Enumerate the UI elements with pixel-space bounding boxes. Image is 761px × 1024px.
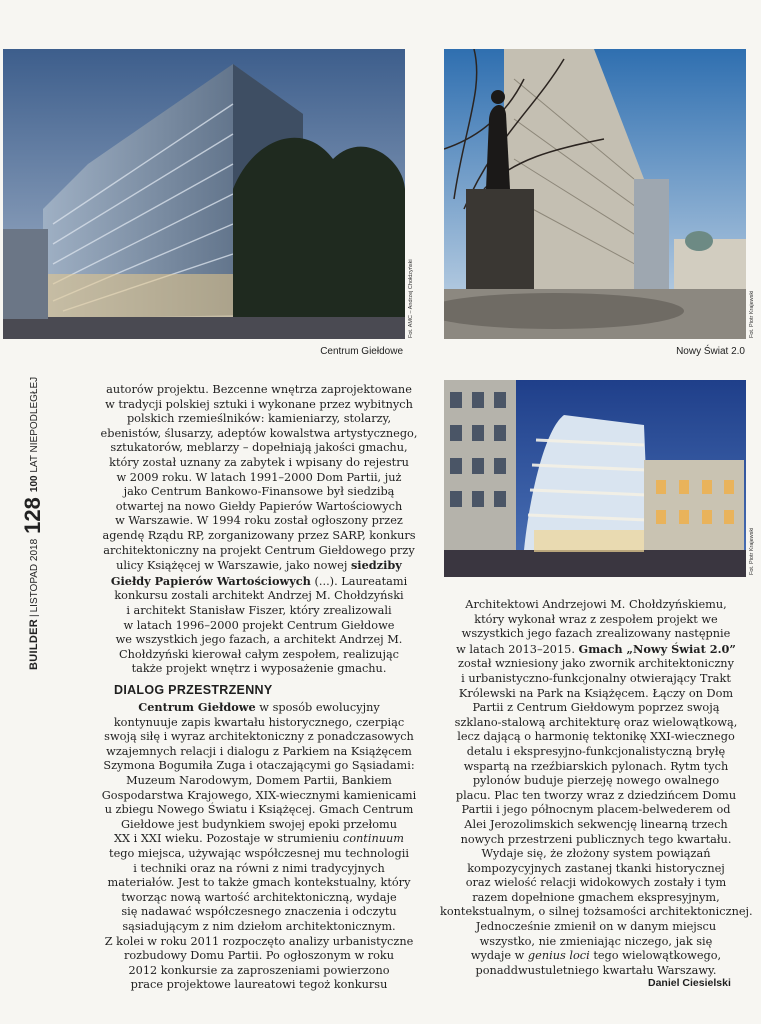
- text-line: i urbanistyczno-funkcjonalny otwierający Trakt: [461, 671, 731, 685]
- photo-credit-3: Fot. Piotr Krajewski: [749, 527, 755, 575]
- text-line: tego miejsca, używając współczesnej mu technologii: [109, 846, 409, 860]
- text-line: nowych przestrzeni publicznych tego kwartału.: [460, 832, 732, 846]
- left-column: [98, 383, 420, 677]
- text-line: ebenistów, ślusarzy, adeptów kowalstwa artystycznego,: [100, 426, 418, 440]
- text-line: w tradycji polskiej sztuki i wykonane przez wybitnych: [105, 397, 413, 411]
- page-masthead: [20, 377, 46, 670]
- text-line: i techniki oraz na równi z nimi tradycyjnych: [133, 861, 385, 875]
- text-line: [98, 574, 420, 590]
- text-line: Królewski na Park na Książęcem. Łączy on Dom: [458, 686, 734, 700]
- caption-nowy-swiat: Nowy Świat 2.0: [676, 346, 745, 357]
- author-signature: Daniel Ciesielski: [648, 977, 731, 989]
- text-line: swoją siłę i wyraz architektoniczny z ponadczasowych: [104, 730, 414, 744]
- text-line: Gospodarstwa Krajowego, XIX-wiecznymi kamienicami: [101, 788, 417, 802]
- caption-centrum-gieldowe: Centrum Giełdowe: [320, 346, 403, 357]
- text-line: ponaddwustuletniego kwartału Warszawy.: [475, 963, 717, 977]
- text-segment: w sposób ewolucyjny: [255, 701, 380, 714]
- text-line: tworząc nową wartość architektoniczną, wydaje: [121, 890, 397, 904]
- text-line: 2012 konkursie za zaproszeniami powierzono: [128, 963, 390, 977]
- text-segment: w latach 2013–2015.: [456, 642, 575, 656]
- text-line: wzajemnych relacji i dialogu z Parkiem na Książęcem: [106, 744, 412, 758]
- text-line: Jednocześnie zmienił on w danym miejscu: [475, 920, 717, 934]
- text-line: i architekt Stanisław Fiszer, który zrealizowali: [126, 603, 392, 617]
- text-line: kompozycyjnych zastanej tkanki historycznej: [467, 861, 725, 875]
- text-segment: (...). Laureatami: [310, 574, 408, 588]
- anniversary-text: LAT NIEPODLEGŁEJ: [29, 376, 40, 473]
- text-line: także projekt wnętrz i wyposażenie gmachu.: [131, 662, 387, 676]
- text-line: we wszystkich jego fazach, a architekt Andrzej M.: [115, 633, 403, 647]
- text-line: materiałów. Jest to także gmach kontekstualny, który: [107, 876, 411, 890]
- text-line: w latach 1996–2000 projekt Centrum Giełdowe: [123, 618, 395, 632]
- text-line: się nadawać współczesnego znaczenia i odczytu: [121, 905, 397, 919]
- text-line: [440, 642, 752, 658]
- text-line: Wydaje się, że złożony system powiązań: [481, 847, 711, 861]
- italic-term: continuum: [342, 832, 404, 846]
- photo-nowy-swiat-building: [444, 380, 746, 577]
- bold-term: Centrum Giełdowe: [138, 700, 256, 714]
- text-line: sąsiadującym z nim dziełom architektonicznym.: [122, 919, 396, 933]
- statue-illustration: [444, 49, 746, 339]
- text-line: Partii i jego północnym placem-belwederem od: [461, 803, 731, 817]
- text-line: kontekstualnym, o silnej tożsamości architektonicznej.: [440, 905, 753, 919]
- text-line: który wykonał wraz z zespołem projekt we: [474, 612, 718, 626]
- text-line: detalu i ekspresyjno-funkcjonalistyczną bryłę: [466, 744, 726, 758]
- text-line: kontynuuje zapis kwartału historycznego, czerpiąc: [113, 715, 405, 729]
- text-line: Partii z Centrum Giełdowym poprzez swoją: [472, 701, 720, 715]
- text-line: wspartą na rzeźbiarskich pylonach. Rytm tych: [463, 759, 729, 773]
- text-line: [98, 700, 420, 716]
- text-line: sztukatorów, meblarzy – dopełniają jakości gmachu,: [110, 441, 408, 455]
- text-line: otwartej na nowo Giełdy Papierów Wartościowych: [115, 499, 403, 513]
- text-line: oraz wielość relacji widokowych zostały i tym: [465, 876, 727, 890]
- text-line: Alei Jerozolimskich sekwencję linearną trzech: [464, 817, 728, 831]
- left-column-section: [98, 700, 420, 993]
- text-line: konkursu zostali architekt Andrzej M. Chołdzyński: [114, 589, 404, 603]
- text-line: agendę Rządu RP, zorganizowany przez SARP, konkurs: [102, 528, 416, 542]
- glass-building-illustration: [444, 380, 746, 577]
- text-line: [98, 832, 420, 847]
- text-line: [98, 558, 420, 574]
- text-line: Z kolei w roku 2011 rozpoczęto analizy urbanistyczne: [104, 934, 414, 948]
- text-line: pylonów buduje pierzeję nowego owalnego: [472, 774, 720, 788]
- right-column: [440, 598, 752, 978]
- masthead-separator: |: [29, 614, 40, 617]
- italic-term: genius loci: [527, 949, 590, 963]
- text-line: wszystko, nie zmieniając niczego, jak się: [479, 934, 713, 948]
- text-line: który został uznany za zabytek i wpisany do rejestru: [109, 455, 409, 469]
- text-line: autorów projektu. Bezcenne wnętrza zaprojektowane: [106, 383, 412, 396]
- bold-term: siedziby: [350, 558, 402, 573]
- text-line: [440, 949, 752, 964]
- section-heading: DIALOG PRZESTRZENNY: [114, 683, 273, 697]
- anniversary-number: 100: [29, 475, 40, 493]
- text-line: architektoniczny na projekt Centrum Giełdowego przy: [103, 543, 415, 557]
- text-segment: XX i XXI wieku. Pozostaje w strumieniu: [114, 832, 340, 846]
- photo-nowy-swiat-statue: [444, 49, 746, 339]
- text-line: Chołdzyński kierował całym zespołem, realizując: [118, 647, 400, 661]
- text-line: placu. Plac ten tworzy wraz z dziedzińcem Domu: [455, 788, 737, 802]
- text-line: Szymona Bogumiła Zuga i otaczającymi go Sąsiadami:: [103, 759, 415, 773]
- photo-credit-2: Fot. Piotr Krajewski: [749, 290, 755, 338]
- text-line: wszystkich jego fazach zrealizowany następnie: [461, 627, 731, 641]
- building-illustration: [3, 49, 405, 339]
- text-line: u zbiegu Nowego Światu i Książęcej. Gmach Centrum: [104, 803, 414, 817]
- anniversary-label: [29, 377, 40, 492]
- text-line: prace projektowe laureatowi tegoż konkursu: [130, 978, 388, 992]
- text-line: jako Centrum Bankowo-Finansowe był siedzibą: [123, 485, 395, 499]
- page-number: 128: [20, 497, 45, 534]
- bold-term: Gmach „Nowy Świat 2.0”: [578, 641, 736, 656]
- text-segment: tego wielowątkowego,: [589, 949, 722, 963]
- issue-date: LISTOPAD 2018: [29, 538, 40, 613]
- text-line: Giełdowe jest budynkiem swojej epoki przełomu: [121, 817, 397, 831]
- photo-credit-1: Fot. AMC – Andrzej Chołdzyński: [408, 259, 414, 338]
- text-line: lecz dającą o harmonię tektonikę XXI-wiecznego: [457, 730, 735, 744]
- text-line: polskich rzemieślników: kamieniarzy, stolarzy,: [126, 412, 392, 426]
- bold-term: Giełdy Papierów Wartościowych: [110, 573, 311, 588]
- text-line: Architektowi Andrzejowi M. Chołdzyńskiemu,: [465, 598, 727, 611]
- text-segment: wydaje w: [470, 949, 525, 963]
- text-line: rozbudowy Domu Partii. Po ogłoszonym w roku: [123, 949, 395, 963]
- text-line: w 2009 roku. W latach 1991–2000 Dom Partii, już: [116, 470, 402, 484]
- magazine-brand: BUILDER: [28, 619, 40, 670]
- text-line: szklano-stalową architekturę oraz wielowątkową,: [454, 715, 738, 729]
- text-segment: ulicy Książęcej w Warszawie, jako nowej: [116, 559, 348, 573]
- text-line: Muzeum Narodowym, Domem Partii, Bankiem: [126, 773, 392, 787]
- text-line: został wzniesiony jako zwornik architektoniczny: [458, 657, 734, 671]
- text-line: razem dopełnione gmachem ekspresyjnym,: [472, 890, 720, 904]
- text-line: w Warszawie. W 1994 roku został ogłoszony przez: [115, 514, 403, 528]
- photo-centrum-gieldowe: [3, 49, 405, 339]
